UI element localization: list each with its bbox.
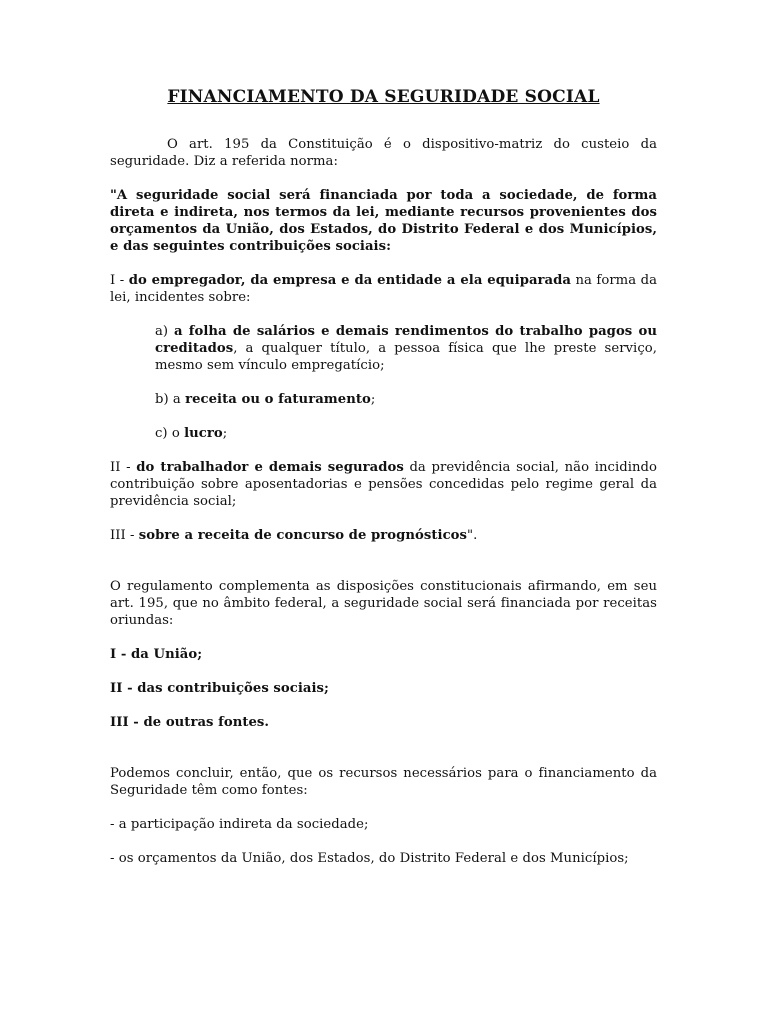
item-ii-rest: da previdência social, não incidindo contribuição sobre aposentadorias e pensões concedidas pelo regime geral da previdência social; bbox=[110, 460, 657, 509]
source-item-3: III - de outras fontes. bbox=[110, 715, 270, 730]
item-c-bold: lucro bbox=[184, 426, 223, 441]
item-iii-prefix: III - bbox=[110, 528, 139, 543]
regulation-paragraph: O regulamento complementa as disposições constitucionais afirmando, em seu art. 195, que no âmbito federal, a seguridade social será financiada por receitas oriundas: bbox=[110, 579, 657, 628]
item-a-bold: a folha de salários e demais rendimentos do trabalho pagos ou creditados bbox=[155, 324, 657, 356]
item-i-bold: do empregador, da empresa e da entidade a ela equiparada bbox=[128, 273, 572, 288]
item-c-paragraph bbox=[155, 425, 657, 442]
page-title: FINANCIAMENTO DA SEGURIDADE SOCIAL bbox=[167, 87, 600, 107]
constitution-quote: "A seguridade social será financiada por toda a sociedade, de forma direta e indireta, nos termos da lei, mediante recursos provenientes dos orçamentos da União, dos Estados, do Distrito Federal e dos Municípios, e das seguintes contribuições sociais: bbox=[110, 188, 657, 254]
conclusion-paragraph: Podemos concluir, então, que os recursos necessários para o financiamento da Seguridade têm como fontes: bbox=[110, 766, 657, 798]
item-b-rest: ; bbox=[370, 392, 376, 407]
item-b-bold: receita ou o faturamento bbox=[185, 392, 371, 407]
item-ii-bold: do trabalhador e demais segurados bbox=[136, 460, 404, 475]
item-c-prefix: c) o bbox=[155, 426, 185, 441]
item-i-rest: na forma da lei, incidentes sobre: bbox=[110, 273, 658, 305]
item-a-prefix: a) bbox=[155, 324, 174, 339]
document-page bbox=[110, 86, 657, 867]
source-item-1: I - da União; bbox=[110, 647, 203, 662]
item-b-prefix: b) a bbox=[155, 392, 186, 407]
item-a-rest: , a qualquer título, a pessoa física que lhe preste serviço, mesmo sem vínculo empregatício; bbox=[155, 341, 657, 373]
item-i-prefix: I - bbox=[110, 273, 129, 288]
intro-paragraph: O art. 195 da Constituição é o dispositivo-matriz do custeio da seguridade. Diz a referida norma: bbox=[110, 137, 657, 169]
item-b-paragraph bbox=[155, 391, 657, 408]
item-iii-paragraph bbox=[110, 527, 657, 544]
item-ii-paragraph bbox=[110, 459, 657, 510]
source-item-2: II - das contribuições sociais; bbox=[110, 681, 329, 696]
bullet-item-1: - a participação indireta da sociedade; bbox=[110, 817, 369, 832]
item-a-paragraph bbox=[155, 323, 657, 374]
item-i-paragraph bbox=[110, 272, 657, 306]
item-iii-rest: ". bbox=[466, 528, 478, 543]
bullet-item-2: - os orçamentos da União, dos Estados, do Distrito Federal e dos Municípios; bbox=[110, 851, 629, 866]
item-iii-bold: sobre a receita de concurso de prognósticos bbox=[138, 528, 467, 543]
item-c-rest: ; bbox=[222, 426, 228, 441]
item-ii-prefix: II - bbox=[110, 460, 137, 475]
